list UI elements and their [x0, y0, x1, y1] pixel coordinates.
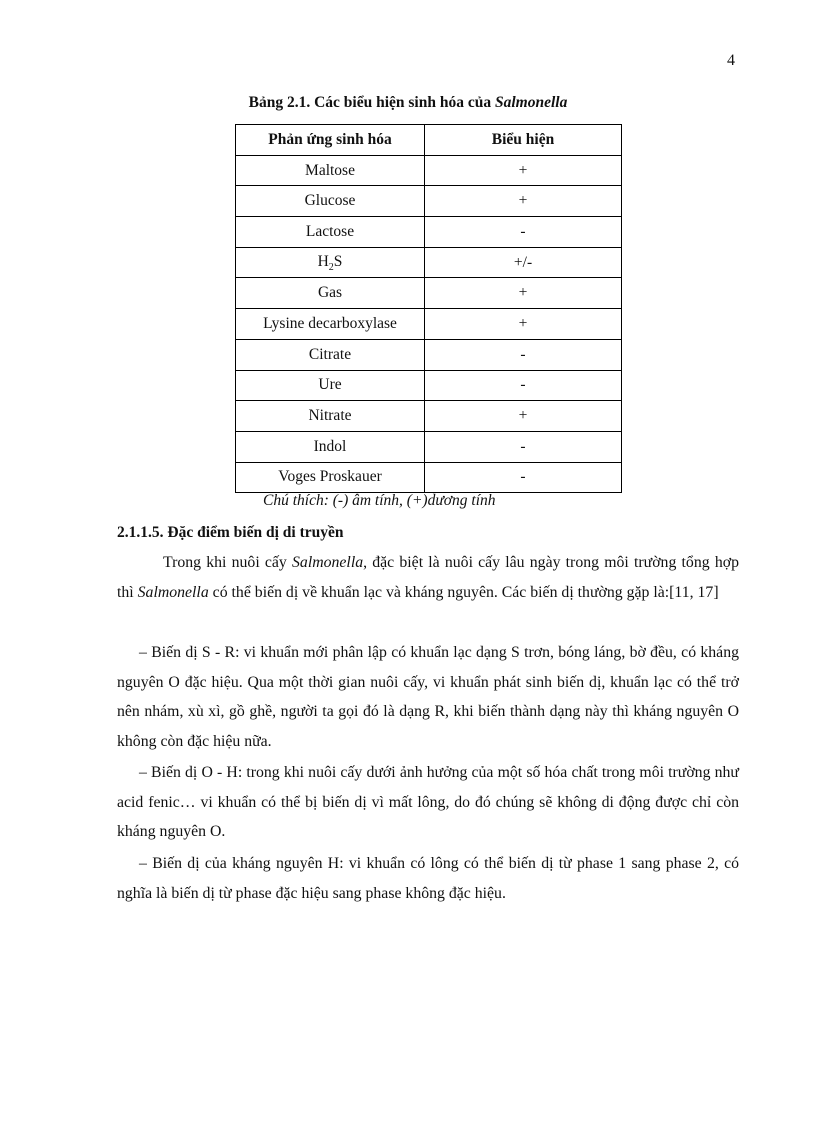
table-row: [236, 370, 622, 401]
table-title-italic: Salmonella: [494, 94, 568, 111]
reaction-cell: Ure: [236, 370, 425, 401]
section-heading: 2.1.1.5. Đặc điểm biến dị di truyền: [117, 524, 344, 541]
reaction-formula-base: H: [317, 252, 329, 270]
text-run: có thể biến dị về khuẩn lạc và kháng nguyên. Các biến dị thường gặp là:[11, 17]: [208, 583, 719, 601]
column-header-result: Biểu hiện: [425, 125, 622, 156]
table-header-row: [236, 125, 622, 156]
text-run: Trong khi nuôi cấy: [163, 554, 293, 571]
table-row: [236, 217, 622, 248]
italic-term: Salmonella: [137, 583, 209, 601]
reaction-cell: Nitrate: [236, 401, 425, 432]
result-cell: +: [425, 186, 622, 217]
table-row: [236, 401, 622, 432]
result-cell: +: [425, 309, 622, 340]
reaction-cell: Glucose: [236, 186, 425, 217]
table-caption: Chú thích: (-) âm tính, (+)dương tính: [263, 492, 496, 509]
result-cell: -: [425, 370, 622, 401]
table-row: [236, 155, 622, 186]
table-title: [0, 94, 816, 112]
result-cell: +/-: [425, 247, 622, 278]
column-header-reaction: Phản ứng sinh hóa: [236, 125, 425, 156]
table-title-text: Bảng 2.1. Các biểu hiện sinh hóa của: [248, 94, 495, 111]
intro-paragraph: [117, 548, 739, 607]
reaction-formula-subscript: 2: [328, 261, 334, 273]
page-number: 4: [727, 52, 735, 69]
table-row: [236, 247, 622, 278]
reaction-cell: Maltose: [236, 155, 425, 186]
reaction-cell: Gas: [236, 278, 425, 309]
table-row: [236, 186, 622, 217]
reaction-cell: [236, 247, 425, 278]
reaction-formula-tail: S: [333, 252, 343, 270]
result-cell: +: [425, 401, 622, 432]
table-row: [236, 309, 622, 340]
result-cell: +: [425, 278, 622, 309]
table-row: [236, 431, 622, 462]
result-cell: -: [425, 431, 622, 462]
table-row: [236, 278, 622, 309]
italic-term: Salmonella: [292, 554, 364, 571]
reaction-cell: Lysine decarboxylase: [236, 309, 425, 340]
reaction-cell: Indol: [236, 431, 425, 462]
table-row: [236, 462, 622, 493]
result-cell: -: [425, 339, 622, 370]
table-row: [236, 339, 622, 370]
text-run: , đặc biệt là nuôi cấy lâu ngày trong môi trường tổng hợp thì: [117, 554, 739, 601]
result-cell: -: [425, 217, 622, 248]
variation-h-antigen-paragraph: – Biến dị của kháng nguyên H: vi khuẩn có lông có thể biến dị từ phase 1 sang phase 2, có nghĩa là biến dị từ phase đặc hiệu sang phase không đặc hiệu.: [117, 855, 739, 902]
result-cell: +: [425, 155, 622, 186]
variation-s-r-paragraph: – Biến dị S - R: vi khuẩn mới phân lập có khuẩn lạc dạng S trơn, bóng láng, bờ đều, có kháng nguyên O đặc hiệu. Qua một thời gian nuôi cấy, vi khuẩn phát sinh biến dị, khuẩn lạc có thể trở nên nhám, xù xì, gồ ghề, người ta gọi đó là dạng R, khi biến thành dạng này thì kháng nguyên O không còn đặc hiệu nữa.: [117, 644, 739, 750]
reaction-cell: Citrate: [236, 339, 425, 370]
biochemical-table: [235, 124, 622, 493]
result-cell: -: [425, 462, 622, 493]
variation-o-h-paragraph: – Biến dị O - H: trong khi nuôi cấy dưới ảnh hưởng của một số hóa chất trong môi trường như acid fenic… vi khuẩn có thể bị biến dị vì mất lông, do đó chúng sẽ không di động được chỉ còn kháng nguyên O.: [117, 764, 739, 840]
reaction-cell: Lactose: [236, 217, 425, 248]
reaction-cell: Voges Proskauer: [236, 462, 425, 493]
